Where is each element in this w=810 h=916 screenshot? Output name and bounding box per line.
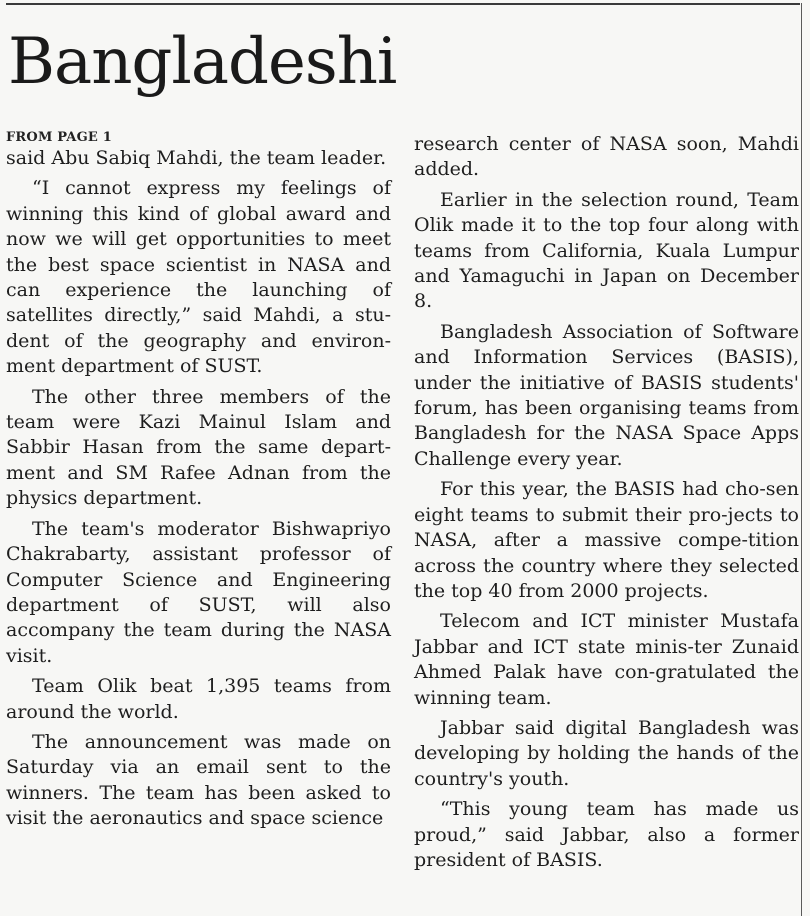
right-column	[414, 132, 799, 878]
paragraph: Telecom and ICT minister Mustafa Jabbar and ICT state minis-ter Zunaid Ahmed Palak have con-gratulated the winning team.	[414, 610, 799, 709]
paragraph: The other three members of the team were Kazi Mainul Islam and Sabbir Hasan from the same depart-ment and SM Rafee Adnan from the physics department.	[6, 385, 391, 510]
right-border-rule	[801, 3, 802, 916]
paragraph: Team Olik beat 1,395 teams from around the world.	[6, 675, 391, 723]
headline: Bangladeshi	[8, 25, 397, 99]
top-rule	[6, 3, 800, 5]
paragraph: research center of NASA soon, Mahdi added.	[414, 133, 799, 181]
paragraph: For this year, the BASIS had cho-sen eight teams to submit their pro-jects to NASA, after a massive compe-tition across the country where they selected the top 40 from 2000 projects.	[414, 478, 799, 602]
paragraph: The team's moderator Bishwapriyo Chakrabarty, assistant professor of Computer Science and Engineering department of SUST, will also accompany the team during the NASA visit.	[6, 517, 391, 667]
paragraph: “This young team has made us proud,” said Jabbar, also a former president of BASIS.	[414, 798, 799, 871]
paragraph: Earlier in the selection round, Team Olik made it to the top four along with teams from California, Kuala Lumpur and Yamaguchi in Japan on December 8.	[414, 188, 799, 313]
left-column	[6, 130, 391, 837]
paragraph: said Abu Sabiq Mahdi, the team leader.	[6, 147, 387, 169]
paragraph: The announcement was made on Saturday via an email sent to the winners. The team has been asked to visit the aeronautics and space science	[6, 730, 391, 830]
continuation-kicker: FROM PAGE 1	[6, 130, 112, 145]
paragraph: “I cannot express my feelings of winning this kind of global award and now we will get opportunities to meet the best space scientist in NASA and can experience the launching of satellites directly,” said Mahdi, a stu-dent of the geography and environ-ment department of SUST.	[6, 177, 391, 378]
paragraph: Jabbar said digital Bangladesh was developing by holding the hands of the country's youth.	[414, 716, 799, 790]
paragraph: Bangladesh Association of Software and Information Services (BASIS), under the initiative of BASIS students' forum, has been organising teams from Bangladesh for the NASA Space Apps Challenge every year.	[414, 320, 799, 470]
